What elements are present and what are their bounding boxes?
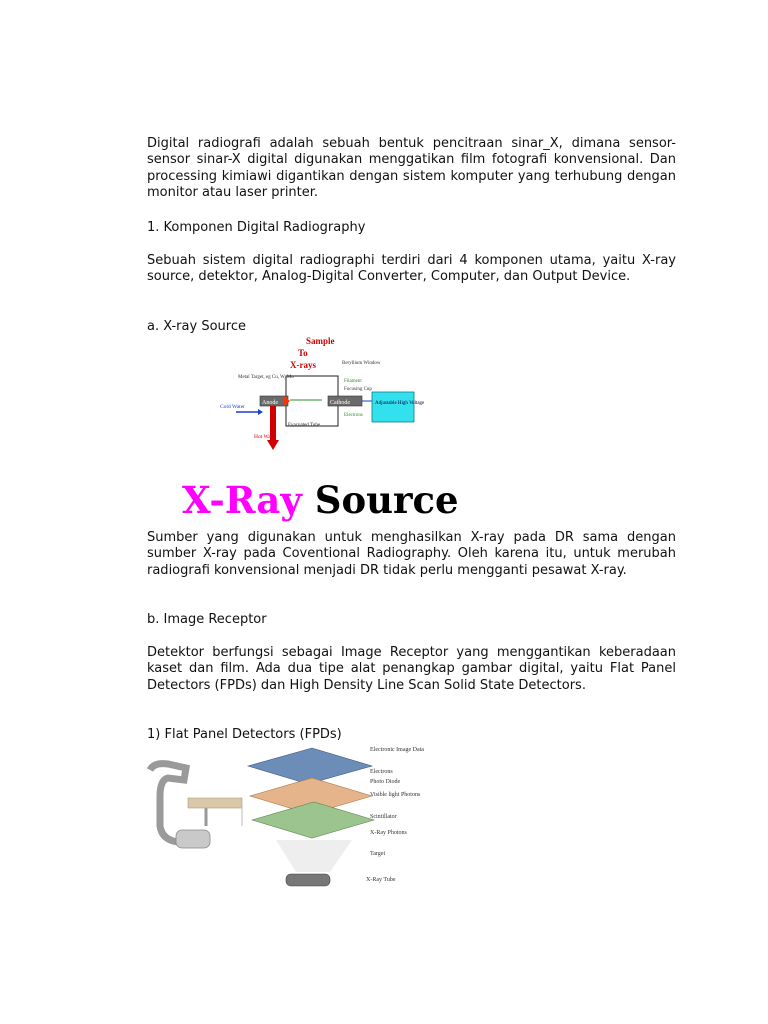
diagram-label-electrons: Electrons: [344, 413, 363, 418]
c-arm-machine: [150, 764, 242, 848]
fpd-labels: [366, 747, 424, 883]
fpd-label-scintillator: Scintillator: [370, 814, 397, 820]
diagram-label-evacuated-tube: Evacuated Tube: [288, 423, 321, 428]
diagram-label-voltage: Adjustable High Voltage: [375, 401, 425, 406]
fpd-label-xray-photons: X-Ray Photons: [370, 830, 407, 836]
diagram-label-xrays: X-rays: [290, 360, 316, 370]
xray-source-paragraph: Sumber yang digunakan untuk menghasilkan X-ray pada DR sama dengan sumber X-ray pada Coventional Radiography. Oleh karena itu, untuk merubah radiografi konvensional menjadi DR tidak perlu mengganti pesawat X-ray.: [147, 530, 676, 578]
diagram-label-filament: Filament: [344, 379, 362, 384]
image-receptor-paragraph: Detektor berfungsi sebagai Image Receptor yang menggantikan keberadaan kaset dan film. Ada dua tipe alat penangkap gambar digital, yaitu Flat Panel Detectors (FPDs) dan High Density Line Scan Solid State Detectors.: [147, 645, 676, 693]
diagram-label-sample: Sample: [306, 336, 335, 346]
fpd-label-electronic-image-data: Electronic Image Data: [370, 747, 424, 753]
fpd-label-target: Target: [370, 851, 386, 857]
hot-water-arrowhead: [267, 440, 279, 450]
xray-tube-shape: [286, 874, 330, 886]
diagram-label-to: To: [298, 348, 308, 358]
subheading-flat-panel: 1) Flat Panel Detectors (FPDs): [147, 727, 342, 742]
xray-title-word1: X-Ray: [182, 478, 302, 522]
components-paragraph: Sebuah sistem digital radiographi terdiri dari 4 komponen utama, yaitu X-ray source, detektor, Analog-Digital Converter, Computer, dan Output Device.: [147, 253, 676, 285]
flat-panel-detector-diagram: [146, 740, 426, 890]
subheading-image-receptor: b. Image Receptor: [147, 612, 267, 627]
subheading-xray-source: a. X-ray Source: [147, 319, 246, 334]
diagram-label-focusing-cup: Focusing Cup: [344, 387, 372, 392]
diagram-label-anode: Anode: [262, 400, 278, 406]
voltage-supply-box: [372, 392, 414, 422]
fpd-label-xray-tube: X-Ray Tube: [366, 877, 396, 883]
detector-layer-stack: [248, 748, 374, 886]
xray-title-word2: Source: [314, 478, 459, 522]
intro-paragraph: Digital radiografi adalah sebuah bentuk pencitraan sinar_X, dimana sensor-sensor sinar-X digital digunakan menggatikan film fotografi konvensional. Dan processing kimiawi digantikan dengan sistem komputer yang terhubung dengan monitor atau laser printer.: [147, 136, 676, 201]
diagram-label-hot-water: Hot Water: [254, 434, 277, 440]
scintillator-layer: [252, 802, 374, 838]
fpd-label-photo-diode: Photo Diode: [370, 779, 401, 785]
diagram-label-target: Metal Target, eg Cu, W, Mo: [238, 375, 294, 380]
xray-cone: [276, 840, 352, 872]
fpd-label-electrons: Electrons: [370, 769, 393, 775]
section-heading-components: 1. Komponen Digital Radiography: [147, 220, 366, 235]
cold-water-arrowhead: [258, 409, 263, 415]
xray-tube-diagram: [218, 334, 425, 454]
diagram-label-cold-water: Cold Water: [220, 404, 245, 410]
diagram-label-cathode: Cathode: [330, 400, 350, 406]
diagram-label-window: Beryllium Window: [342, 361, 381, 366]
fpd-label-visible-light: Visible light Photons: [370, 792, 421, 798]
xray-source-title: [182, 476, 459, 524]
